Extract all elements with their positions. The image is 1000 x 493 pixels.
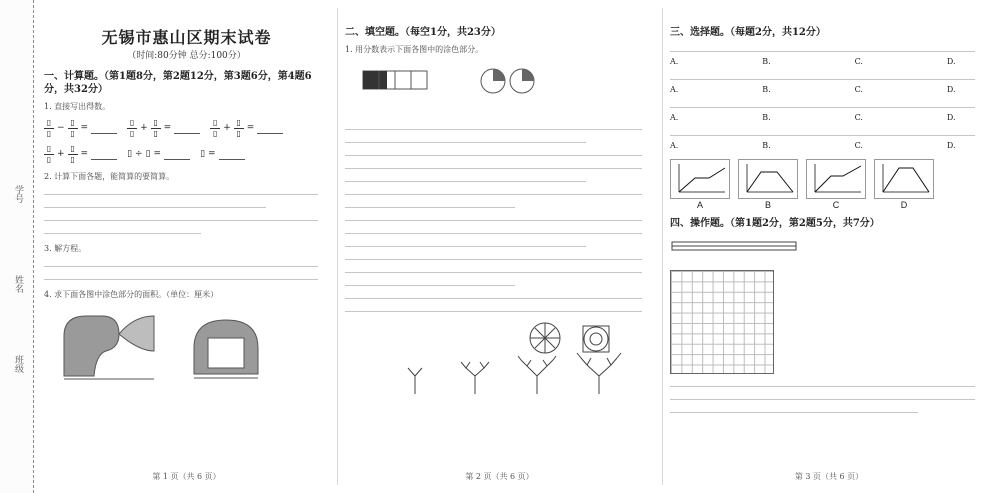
graph-label-a: A — [696, 200, 703, 210]
section-1-title: 一、计算题。（第1题8分，第2题12分，第3题6分，第4题6分，共32分） — [44, 71, 312, 95]
quick-calc-3 — [210, 119, 283, 138]
operator-minus: − — [57, 123, 65, 133]
fill-blank-line — [345, 305, 642, 312]
quick-calc-6 — [200, 149, 258, 160]
fraction-symbol: $\frac{▯}{▯}$ — [44, 119, 54, 138]
graph-label-d: D — [900, 200, 908, 210]
distance-graph-a — [670, 159, 730, 210]
fraction-shapes-svg — [345, 61, 585, 113]
choice-row — [670, 85, 969, 95]
choice-question-line — [670, 73, 975, 80]
operator-plus: + — [140, 123, 148, 133]
fraction-symbol: $\frac{▯}{▯}$ — [151, 119, 161, 138]
choice-label: C. — [854, 141, 863, 150]
fill-blank-line — [345, 266, 642, 273]
operator-equal: = — [80, 123, 89, 133]
equation-workspace-line — [44, 260, 318, 267]
calc-workspace-line — [44, 201, 266, 208]
answer-input[interactable] — [164, 149, 190, 160]
fraction-symbol: $\frac{▯}{▯}$ — [68, 145, 78, 164]
choice-row — [670, 57, 969, 67]
choice-label: A. — [670, 85, 679, 94]
choice-label: D. — [946, 57, 956, 66]
distance-graph-row — [670, 159, 988, 210]
graph-label-b: B — [764, 200, 771, 210]
choice-label: B. — [762, 141, 771, 150]
fill-blank-line — [345, 201, 515, 208]
fill-blank-line — [345, 123, 642, 130]
rectangle-fraction-figure — [363, 71, 427, 89]
answer-input[interactable] — [91, 149, 117, 160]
operation-line — [670, 380, 975, 387]
choice-question-line — [670, 129, 975, 136]
quick-calc-row-1 — [44, 119, 329, 138]
choice-row — [670, 141, 969, 151]
exam-page-2 — [341, 8, 658, 484]
binding-label-class: 班级 — [13, 355, 23, 373]
distance-graph-c — [806, 159, 866, 210]
choice-label: B. — [762, 57, 771, 66]
graph-a-svg — [671, 160, 729, 198]
shaded-area-figures-svg — [44, 306, 304, 388]
quick-calc-2 — [127, 119, 200, 138]
answer-input[interactable] — [219, 149, 245, 160]
page-1-footer: 第 1 页（共 6 页） — [152, 472, 221, 481]
graph-d-svg — [875, 160, 933, 198]
choice-label: D. — [946, 141, 956, 150]
operator-plus: + — [57, 149, 65, 159]
fraction-figures — [345, 61, 654, 117]
circle-fraction-figure — [481, 69, 534, 93]
left-shaded-figure — [64, 316, 154, 379]
fill-blank-line — [345, 149, 642, 156]
ruler-bar-svg — [670, 236, 800, 256]
choice-label: B. — [762, 113, 771, 122]
binding-label-name: 姓名 — [13, 275, 23, 293]
page-2-right-figure — [345, 318, 654, 404]
fill-blank-line — [345, 292, 642, 299]
distance-graph-d — [874, 159, 934, 210]
exam-page-1 — [40, 8, 333, 484]
answer-input[interactable] — [257, 123, 283, 134]
choice-label: A. — [670, 113, 679, 122]
ruler-bar-figure — [670, 236, 988, 260]
page-2-q1-title: 1. 用分数表示下面各图中的涂色部分。 — [345, 45, 484, 54]
graph-c-svg — [807, 160, 865, 198]
binding-margin — [0, 0, 34, 493]
quick-calc-row-2 — [44, 145, 329, 164]
page-2-content — [341, 26, 658, 481]
page-1-content — [40, 28, 333, 481]
fraction-symbol: $\frac{▯}{▯}$ — [44, 145, 54, 164]
page-3-footer: 第 3 页（共 6 页） — [794, 472, 864, 481]
binding-label-student-id: 学号 — [13, 185, 23, 203]
choice-label: A. — [670, 141, 679, 150]
page-1-q3-title: 3. 解方程。 — [44, 244, 87, 253]
section-3-title: 三、选择题。（每题2分，共12分） — [670, 27, 826, 38]
quick-calc-4 — [44, 145, 117, 164]
choice-label: A. — [670, 57, 679, 66]
section-2-title: 二、填空题。（每空1分，共23分） — [345, 27, 501, 38]
distance-graph-b — [738, 159, 798, 210]
decimal-placeholder: ▯ — [200, 149, 206, 159]
choice-label: C. — [854, 57, 863, 66]
choice-row — [670, 113, 969, 123]
page-divider-right — [662, 8, 663, 485]
choice-label: C. — [854, 85, 863, 94]
fill-blank-line — [345, 253, 642, 260]
page-2-footer: 第 2 页（共 6 页） — [465, 472, 534, 481]
calc-workspace-line — [44, 227, 201, 234]
calc-workspace-line — [44, 214, 318, 221]
page-1-q1-title: 1. 直接写出得数。 — [44, 102, 111, 111]
coordinate-grid — [670, 270, 774, 374]
quick-calc-1 — [44, 119, 117, 138]
page-1-q4-title: 4. 求下面各图中涂色部分的面积。（单位：厘米） — [44, 290, 219, 299]
choice-label: C. — [854, 113, 863, 122]
fill-blank-line — [345, 162, 642, 169]
page-divider-left — [337, 8, 338, 485]
exam-page-3 — [666, 8, 992, 484]
operation-line — [670, 393, 975, 400]
choice-question-line — [670, 45, 975, 52]
operator-plus: + — [223, 123, 231, 133]
choice-label: B. — [762, 85, 771, 94]
fill-blank-line — [345, 227, 642, 234]
operator-equal: = — [246, 123, 255, 133]
fraction-symbol: $\frac{▯}{▯}$ — [210, 119, 220, 138]
fill-blank-line — [345, 188, 642, 195]
operator-equal: = — [163, 123, 172, 133]
section-4-title: 四、操作题。（第1题2分，第2题5分，共7分） — [670, 218, 880, 229]
page-3-content — [666, 26, 992, 481]
square-circle-figure — [583, 326, 609, 352]
operator-divide: ÷ — [135, 149, 143, 159]
choice-label: D. — [946, 85, 956, 94]
choice-label: D. — [946, 113, 956, 122]
quick-calc-5 — [127, 149, 190, 160]
fraction-symbol: $\frac{▯}{▯}$ — [234, 119, 244, 138]
fill-blank-line — [345, 175, 586, 182]
calc-workspace-line — [44, 188, 318, 195]
operator-equal: = — [80, 149, 89, 159]
integer-placeholder: ▯ — [127, 149, 133, 159]
tree-and-circle-figures-svg — [345, 318, 645, 400]
area-figures — [44, 306, 329, 392]
page-1-q2-title: 2. 计算下面各题，能简算的要简算。 — [44, 172, 175, 181]
operator-equal: = — [208, 149, 216, 159]
fill-blank-line — [345, 136, 586, 143]
right-shaded-figure — [194, 320, 258, 378]
tree-growth-figures — [408, 353, 621, 394]
operator-equal: = — [153, 149, 162, 159]
graph-b-svg — [739, 160, 797, 198]
striped-circle-figure — [530, 323, 560, 353]
answer-input[interactable] — [91, 123, 117, 134]
answer-input[interactable] — [174, 123, 200, 134]
fill-blank-line — [345, 279, 515, 286]
fill-blank-line — [345, 240, 586, 247]
graph-label-c: C — [832, 200, 840, 210]
exam-title: 无锡市惠山区期末试卷 — [101, 28, 272, 47]
fill-blank-line — [345, 214, 642, 221]
fraction-symbol: $\frac{▯}{▯}$ — [68, 119, 78, 138]
fraction-symbol: $\frac{▯}{▯}$ — [127, 119, 137, 138]
equation-workspace-line — [44, 273, 318, 280]
choice-question-line — [670, 101, 975, 108]
integer-placeholder: ▯ — [145, 149, 151, 159]
operation-line — [670, 406, 918, 413]
exam-meta: （时间:80分钟 总分:100分） — [127, 51, 246, 61]
